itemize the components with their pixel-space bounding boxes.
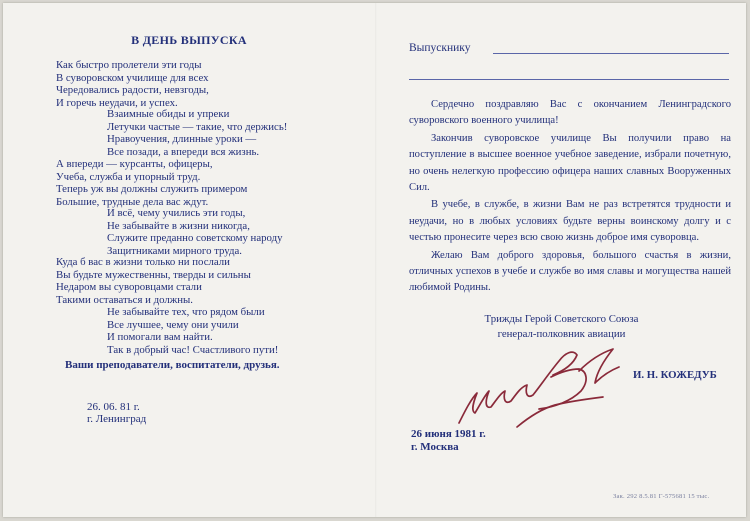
poem-line: Летучки частые — такие, что держись! xyxy=(107,120,288,133)
letter-date-block xyxy=(411,428,486,453)
letter-page xyxy=(377,3,746,517)
poem-line: И всё, чему учились эти годы, xyxy=(107,207,246,219)
poem-line: Вы будьте мужественны, тверды и сильны xyxy=(56,268,251,281)
poem-line: Не забывайте в жизни никогда, xyxy=(107,219,250,232)
addressee-line-2 xyxy=(409,79,729,80)
poem-line: Нравоучения, длинные уроки — xyxy=(107,133,257,146)
poem-line: Учеба, служба и упорный труд. xyxy=(56,170,201,183)
poem-line: Все лучшее, чему они учили xyxy=(107,318,239,331)
poem-line: Недаром вы суворовцами стали xyxy=(56,281,202,294)
print-info: Зак. 292 8.5.81 Г-575681 15 тыс. xyxy=(613,493,710,500)
signer-name: И. Н. КОЖЕДУБ xyxy=(633,369,717,381)
addressee-line xyxy=(493,53,729,54)
letter-paragraph: Желаю Вам доброго здоровья, большого счастья в жизни, отличных успехов в учебе и службе во имя славы и могущества нашей любимой Родины. xyxy=(409,249,731,294)
poem-line: Теперь уж вы должны служить примером xyxy=(56,183,248,196)
poem-title: В ДЕНЬ ВЫПУСКА xyxy=(131,33,247,47)
poem-stanza-3 xyxy=(56,158,247,208)
poem-line: Куда б вас в жизни только ни послали xyxy=(56,256,230,268)
poem-line: Так в добрый час! Счастливого пути! xyxy=(107,343,279,356)
poem-closing: Ваши преподаватели, воспитатели, друзья. xyxy=(65,359,280,371)
poem-stanza-2 xyxy=(107,108,287,158)
greeting-card xyxy=(3,3,746,517)
letter-paragraph: Закончив суворовское училище Вы получили право на поступление в высшее военное учебное заведение, избрали почетную, но очень нелегкую профессию офицера наших славных Вооруженных Сил. xyxy=(409,132,731,194)
poem-stanza-5 xyxy=(56,256,251,306)
poem-line: Как быстро пролетели эти годы xyxy=(56,59,202,71)
poem-line: В суворовском училище для всех xyxy=(56,71,209,84)
signer-title-line-2: генерал-полковник авиации xyxy=(497,328,626,340)
handwritten-signature xyxy=(455,337,625,429)
poem-place: г. Ленинград xyxy=(87,413,147,425)
poem-line: Взаимные обиды и упреки xyxy=(107,108,230,120)
poem-page xyxy=(3,3,375,517)
poem-line: И горечь неудачи, и успех. xyxy=(56,96,178,109)
letter-paragraph: В учебе, в службе, в жизни Вам не раз встретятся трудности и неудачи, но в любых условиях будьте верны воинскому долгу и с честью пронесите через всю свою жизнь доброе имя суворовца. xyxy=(409,199,731,244)
poem-line: Служите преданно советскому народу xyxy=(107,232,283,245)
poem-line: Такими оставаться и должны. xyxy=(56,293,193,306)
letter-date: 26 июня 1981 г. xyxy=(411,428,486,440)
poem-stanza-4 xyxy=(107,207,283,257)
poem-date-block xyxy=(87,401,146,425)
poem-line: Большие, трудные дела вас ждут. xyxy=(56,195,209,208)
poem-line: Защитниками мирного труда. xyxy=(107,244,243,257)
addressee-label: Выпускнику xyxy=(409,42,471,54)
signer-title-line-1: Трижды Герой Советского Союза xyxy=(484,313,639,325)
letter-place: г. Москва xyxy=(411,440,459,453)
poem-stanza-6 xyxy=(107,306,278,356)
poem-stanza-1 xyxy=(56,59,209,109)
poem-date: 26. 06. 81 г. xyxy=(87,401,140,413)
letter-body xyxy=(409,97,731,298)
poem-line: Не забывайте тех, что рядом были xyxy=(107,306,265,318)
poem-line: Все позади, а впереди вся жизнь. xyxy=(107,145,260,158)
poem-line: А впереди — курсанты, офицеры, xyxy=(56,158,213,170)
poem-line: Чередовались радости, невзгоды, xyxy=(56,84,209,97)
poem-line: И помогали вам найти. xyxy=(107,331,213,344)
letter-paragraph: Сердечно поздравляю Вас с окончанием Ленинградского суворовского военного училища! xyxy=(409,99,731,127)
